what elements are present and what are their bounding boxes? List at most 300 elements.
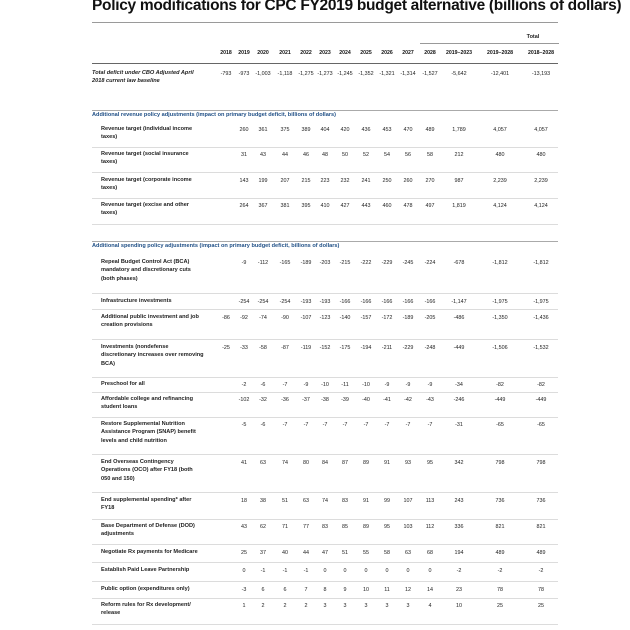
row-label-line: Public option (expenditures only) <box>101 586 190 592</box>
section-divider <box>92 110 558 111</box>
table-cell: -102 <box>238 396 250 403</box>
column-header: 2020 <box>257 50 269 56</box>
row-divider <box>92 598 558 599</box>
table-cell: 0 <box>364 567 368 574</box>
table-cell: 241 <box>361 177 371 184</box>
row-divider <box>92 624 558 625</box>
section-divider <box>92 241 558 242</box>
table-cell: 453 <box>382 126 392 133</box>
table-cell: 342 <box>454 459 464 466</box>
table-cell: 3 <box>406 602 410 609</box>
table-cell: -254 <box>257 298 269 305</box>
row-divider <box>92 224 558 225</box>
row-label-line: Affordable college and refinancing <box>101 396 193 402</box>
table-cell: -229 <box>402 344 414 351</box>
table-cell: -1,812 <box>492 259 508 266</box>
title-divider <box>92 22 558 23</box>
total-group-label: Total <box>526 34 540 40</box>
table-cell: 47 <box>322 549 328 556</box>
table-cell: 987 <box>454 177 464 184</box>
table-cell: -166 <box>424 298 436 305</box>
table-cell: 85 <box>342 523 348 530</box>
table-cell: 2,239 <box>534 177 548 184</box>
table-cell: 91 <box>363 497 369 504</box>
table-cell: -119 <box>300 344 312 351</box>
table-cell: -2 <box>241 381 247 388</box>
total-group-underline <box>420 43 559 44</box>
table-cell: 736 <box>495 497 505 504</box>
row-label-line: Base Department of Defense (DOD) <box>101 523 195 529</box>
table-cell: -1 <box>282 567 288 574</box>
table-cell: -7 <box>384 421 390 428</box>
table-cell: -38 <box>321 396 329 403</box>
row-divider <box>92 519 558 520</box>
table-cell: 6 <box>261 586 265 593</box>
table-cell: 71 <box>282 523 288 530</box>
row-label <box>101 585 190 593</box>
table-cell: -193 <box>319 298 331 305</box>
row-divider <box>92 581 558 582</box>
row-label-line: FY18 <box>101 505 115 512</box>
table-cell: -82 <box>496 381 504 388</box>
table-cell: -2 <box>456 567 462 574</box>
table-cell: 54 <box>384 151 390 158</box>
row-divider <box>92 309 558 310</box>
table-cell: 194 <box>454 549 464 556</box>
table-cell: -6 <box>260 381 266 388</box>
table-cell: -37 <box>302 396 310 403</box>
table-cell: 89 <box>363 523 369 530</box>
table-cell: -1,812 <box>533 259 549 266</box>
table-cell: -193 <box>300 298 312 305</box>
table-cell: 80 <box>303 459 309 466</box>
table-cell: -172 <box>381 314 393 321</box>
table-cell: 821 <box>536 523 546 530</box>
table-cell: -1 <box>303 567 309 574</box>
table-cell: -42 <box>404 396 412 403</box>
table-cell: 58 <box>427 151 433 158</box>
table-cell: -449 <box>535 396 547 403</box>
table-cell: -7 <box>282 421 288 428</box>
column-header: 2018–2028 <box>528 50 554 56</box>
table-cell: -1,003 <box>255 70 271 77</box>
column-header: 2018 <box>220 50 232 56</box>
row-label <box>101 125 192 142</box>
table-cell: -793 <box>220 70 232 77</box>
table-cell: -165 <box>279 259 291 266</box>
column-header: 2019–2028 <box>487 50 513 56</box>
table-cell: -7 <box>322 421 328 428</box>
row-label-line: adjustments <box>101 531 134 538</box>
table-cell: -9 <box>303 381 309 388</box>
table-cell: 11 <box>384 586 390 593</box>
table-cell: -203 <box>319 259 331 266</box>
table-cell: 89 <box>363 459 369 466</box>
table-cell: 25 <box>497 602 503 609</box>
row-label <box>101 420 196 445</box>
table-cell: -25 <box>222 344 230 351</box>
table-cell: 367 <box>258 202 268 209</box>
row-label-line: BCA) <box>101 360 115 367</box>
table-cell: 63 <box>303 497 309 504</box>
row-label-line: taxes) <box>101 185 118 192</box>
table-cell: 6 <box>283 586 287 593</box>
table-cell: -5,642 <box>451 70 467 77</box>
table-cell: -229 <box>381 259 393 266</box>
row-label <box>101 150 189 167</box>
row-label <box>101 496 191 513</box>
table-cell: 395 <box>301 202 311 209</box>
table-cell: 212 <box>454 151 464 158</box>
table-cell: 260 <box>239 126 249 133</box>
row-label-line: Assistance Program (SNAP) benefit <box>101 429 196 436</box>
table-cell: -1,527 <box>422 70 438 77</box>
row-divider <box>92 562 558 563</box>
table-cell: 87 <box>342 459 348 466</box>
row-divider <box>92 293 558 294</box>
table-cell: 113 <box>425 497 435 504</box>
table-cell: 264 <box>239 202 249 209</box>
table-cell: -7 <box>282 381 288 388</box>
table-cell: 91 <box>384 459 390 466</box>
table-cell: -1,147 <box>451 298 467 305</box>
row-label <box>101 548 198 556</box>
row-label-line: Preschool for all <box>101 381 145 387</box>
table-cell: 74 <box>282 459 288 466</box>
table-cell: 14 <box>427 586 433 593</box>
table-cell: -7 <box>405 421 411 428</box>
table-cell: 436 <box>361 126 371 133</box>
table-cell: 798 <box>536 459 546 466</box>
table-cell: -222 <box>360 259 372 266</box>
table-cell: -1 <box>260 567 266 574</box>
table-cell: -1,118 <box>277 70 293 77</box>
table-cell: -224 <box>424 259 436 266</box>
table-cell: 0 <box>385 567 389 574</box>
table-cell: -205 <box>424 314 436 321</box>
table-cell: 2 <box>283 602 287 609</box>
table-cell: -33 <box>240 344 248 351</box>
table-cell: -1,321 <box>379 70 395 77</box>
table-cell: -90 <box>281 314 289 321</box>
table-cell: 260 <box>403 177 413 184</box>
table-cell: -6 <box>260 421 266 428</box>
row-label <box>92 69 194 86</box>
row-label-line: taxes) <box>101 134 118 141</box>
table-cell: 243 <box>454 497 464 504</box>
table-cell: -1,506 <box>492 344 508 351</box>
table-cell: -87 <box>281 344 289 351</box>
table-cell: 4,057 <box>493 126 507 133</box>
column-header: 2023 <box>319 50 331 56</box>
table-cell: 78 <box>538 586 544 593</box>
row-label-line: mandatory and discretionary cuts <box>101 267 191 274</box>
table-cell: 58 <box>384 549 390 556</box>
table-cell: 497 <box>425 202 435 209</box>
table-cell: 3 <box>323 602 327 609</box>
row-label-line: Investments (nondefense <box>101 344 169 350</box>
table-cell: -1,436 <box>533 314 549 321</box>
row-label-line: Establish Paid Leave Partnership <box>101 567 190 573</box>
row-label <box>101 380 145 388</box>
table-cell: 84 <box>322 459 328 466</box>
table-cell: -58 <box>259 344 267 351</box>
table-cell: -65 <box>496 421 504 428</box>
table-cell: -7 <box>303 421 309 428</box>
row-label <box>101 522 195 539</box>
table-cell: -39 <box>341 396 349 403</box>
table-cell: -245 <box>402 259 414 266</box>
table-cell: -166 <box>381 298 393 305</box>
table-cell: 112 <box>425 523 435 530</box>
column-header: 2019 <box>238 50 250 56</box>
row-label-line: Restore Supplemental Nutrition <box>101 421 185 427</box>
table-cell: -678 <box>453 259 465 266</box>
table-cell: 4 <box>428 602 432 609</box>
table-cell: -92 <box>240 314 248 321</box>
table-cell: -112 <box>257 259 269 266</box>
table-cell: 0 <box>406 567 410 574</box>
table-cell: 215 <box>301 177 311 184</box>
table-cell: -5 <box>241 421 247 428</box>
table-cell: 489 <box>536 549 546 556</box>
table-cell: -1,314 <box>400 70 416 77</box>
row-label-line: Revenue target (corporate income <box>101 177 192 183</box>
table-cell: 480 <box>495 151 505 158</box>
row-label <box>101 601 191 618</box>
table-cell: -152 <box>319 344 331 351</box>
table-cell: 478 <box>403 202 413 209</box>
table-cell: -248 <box>424 344 436 351</box>
table-cell: 83 <box>322 523 328 530</box>
table-cell: 18 <box>241 497 247 504</box>
table-cell: -86 <box>222 314 230 321</box>
table-cell: -449 <box>494 396 506 403</box>
table-cell: 25 <box>241 549 247 556</box>
table-cell: -10 <box>321 381 329 388</box>
table-cell: 23 <box>456 586 462 593</box>
table-cell: 2 <box>304 602 308 609</box>
table-cell: -7 <box>427 421 433 428</box>
table-cell: -486 <box>453 314 465 321</box>
table-cell: -1,350 <box>492 314 508 321</box>
table-cell: 232 <box>340 177 350 184</box>
table-cell: 31 <box>241 151 247 158</box>
table-cell: 37 <box>260 549 266 556</box>
table-cell: 107 <box>403 497 413 504</box>
row-label-line: End supplemental spending* after <box>101 497 192 503</box>
table-cell: 10 <box>456 602 462 609</box>
row-label-line: creation provisions <box>101 322 153 329</box>
table-cell: 55 <box>363 549 369 556</box>
table-cell: -9 <box>241 259 247 266</box>
table-cell: 51 <box>342 549 348 556</box>
row-label <box>101 343 204 368</box>
table-cell: 489 <box>495 549 505 556</box>
table-cell: -32 <box>259 396 267 403</box>
column-header: 2027 <box>402 50 414 56</box>
table-cell: -82 <box>537 381 545 388</box>
table-cell: 470 <box>403 126 413 133</box>
table-cell: 4,057 <box>534 126 548 133</box>
row-label-line: discretionary increases over removing <box>101 352 204 359</box>
table-cell: -1,532 <box>533 344 549 351</box>
table-cell: 270 <box>425 177 435 184</box>
table-cell: -74 <box>259 314 267 321</box>
table-cell: -166 <box>402 298 414 305</box>
table-cell: -194 <box>360 344 372 351</box>
table-cell: 83 <box>342 497 348 504</box>
column-header: 2019–2023 <box>446 50 472 56</box>
table-cell: -157 <box>360 314 372 321</box>
table-cell: 0 <box>242 567 246 574</box>
table-cell: -9 <box>427 381 433 388</box>
row-label-line: Infrastructure investments <box>101 298 172 304</box>
column-header: 2024 <box>339 50 351 56</box>
table-cell: -189 <box>300 259 312 266</box>
table-cell: 77 <box>303 523 309 530</box>
row-divider <box>92 392 558 393</box>
table-cell: 381 <box>280 202 290 209</box>
table-cell: -166 <box>339 298 351 305</box>
table-cell: -973 <box>238 70 250 77</box>
table-cell: -65 <box>537 421 545 428</box>
table-cell: 3 <box>385 602 389 609</box>
table-cell: 375 <box>280 126 290 133</box>
table-cell: 38 <box>260 497 266 504</box>
table-cell: 8 <box>323 586 327 593</box>
table-cell: 336 <box>454 523 464 530</box>
section-heading: Additional spending policy adjustments (impact on primary budget deficit, billions of dollars) <box>92 243 340 249</box>
row-label-line: release <box>101 610 121 617</box>
table-cell: 43 <box>241 523 247 530</box>
table-cell: -2 <box>497 567 503 574</box>
column-header: 2022 <box>300 50 312 56</box>
row-label <box>101 201 189 218</box>
table-cell: -140 <box>339 314 351 321</box>
row-label-line: End Overseas Contingency <box>101 459 174 465</box>
table-cell: 1,789 <box>452 126 466 133</box>
row-label-line: Total deficit under CBO Adjusted April <box>92 70 194 76</box>
row-label-line: Revenue target (excise and other <box>101 202 189 208</box>
table-cell: -1,275 <box>298 70 314 77</box>
row-label <box>101 176 192 193</box>
table-cell: -13,193 <box>531 70 551 77</box>
table-cell: 0 <box>428 567 432 574</box>
row-divider <box>92 198 558 199</box>
row-label-line: Additional public investment and job <box>101 314 199 320</box>
column-header: 2021 <box>279 50 291 56</box>
row-label-line: (both phases) <box>101 275 138 282</box>
table-cell: -12,401 <box>490 70 510 77</box>
table-cell: 95 <box>384 523 390 530</box>
table-cell: 62 <box>260 523 266 530</box>
row-label-line: Reform rules for Rx development/ <box>101 602 191 608</box>
row-label-line: taxes) <box>101 210 118 217</box>
row-divider <box>92 377 558 378</box>
table-cell: 63 <box>260 459 266 466</box>
table-cell: 52 <box>363 151 369 158</box>
table-cell: 93 <box>405 459 411 466</box>
row-label-line: 2018 current law baseline <box>92 78 160 85</box>
table-cell: -36 <box>281 396 289 403</box>
row-label-line: Revenue target (individual income <box>101 126 193 132</box>
row-label <box>101 313 199 330</box>
table-cell: 443 <box>361 202 371 209</box>
table-cell: 44 <box>282 151 288 158</box>
row-divider <box>92 417 558 418</box>
table-cell: 489 <box>425 126 435 133</box>
row-label <box>101 458 193 483</box>
table-cell: -3 <box>241 586 247 593</box>
table-cell: -43 <box>426 396 434 403</box>
row-label-line: 050 and 150) <box>101 475 135 482</box>
table-cell: 3 <box>364 602 368 609</box>
table-cell: 48 <box>322 151 328 158</box>
table-cell: 78 <box>497 586 503 593</box>
column-header: 2028 <box>424 50 436 56</box>
row-label-line: Revenue target (social insurance <box>101 151 189 157</box>
table-cell: 7 <box>304 586 308 593</box>
table-cell: -211 <box>381 344 393 351</box>
table-cell: 1,819 <box>452 202 466 209</box>
table-cell: 4,124 <box>534 202 548 209</box>
table-cell: -1,975 <box>533 298 549 305</box>
table-cell: 103 <box>403 523 413 530</box>
table-cell: -1,352 <box>358 70 374 77</box>
table-cell: 99 <box>384 497 390 504</box>
row-label-line: taxes) <box>101 159 118 166</box>
row-divider <box>92 172 558 173</box>
table-cell: -7 <box>363 421 369 428</box>
header-divider <box>92 63 558 64</box>
table-cell: 223 <box>320 177 330 184</box>
table-cell: 199 <box>258 177 268 184</box>
table-cell: 12 <box>405 586 411 593</box>
table-cell: 50 <box>342 151 348 158</box>
table-cell: -11 <box>341 381 349 388</box>
table-cell: -215 <box>339 259 351 266</box>
table-cell: 2,239 <box>493 177 507 184</box>
table-cell: -40 <box>362 396 370 403</box>
table-cell: -9 <box>384 381 390 388</box>
table-cell: 63 <box>405 549 411 556</box>
row-divider <box>92 492 558 493</box>
table-cell: 68 <box>427 549 433 556</box>
table-cell: -107 <box>300 314 312 321</box>
column-header: 2026 <box>381 50 393 56</box>
table-cell: 460 <box>382 202 392 209</box>
row-label <box>101 258 191 283</box>
table-cell: 40 <box>282 549 288 556</box>
row-label-line: levels and child nutrition <box>101 437 167 444</box>
table-cell: 427 <box>340 202 350 209</box>
table-cell: 25 <box>538 602 544 609</box>
table-cell: -254 <box>238 298 250 305</box>
row-label-line: student loans <box>101 404 138 411</box>
table-cell: 51 <box>282 497 288 504</box>
table-cell: -449 <box>453 344 465 351</box>
table-cell: 2 <box>261 602 265 609</box>
table-cell: 9 <box>343 586 347 593</box>
table-cell: -41 <box>383 396 391 403</box>
table-cell: 46 <box>303 151 309 158</box>
table-cell: 41 <box>241 459 247 466</box>
table-cell: 4,124 <box>493 202 507 209</box>
table-cell: 0 <box>343 567 347 574</box>
row-divider <box>92 454 558 455</box>
column-header: 2025 <box>360 50 372 56</box>
